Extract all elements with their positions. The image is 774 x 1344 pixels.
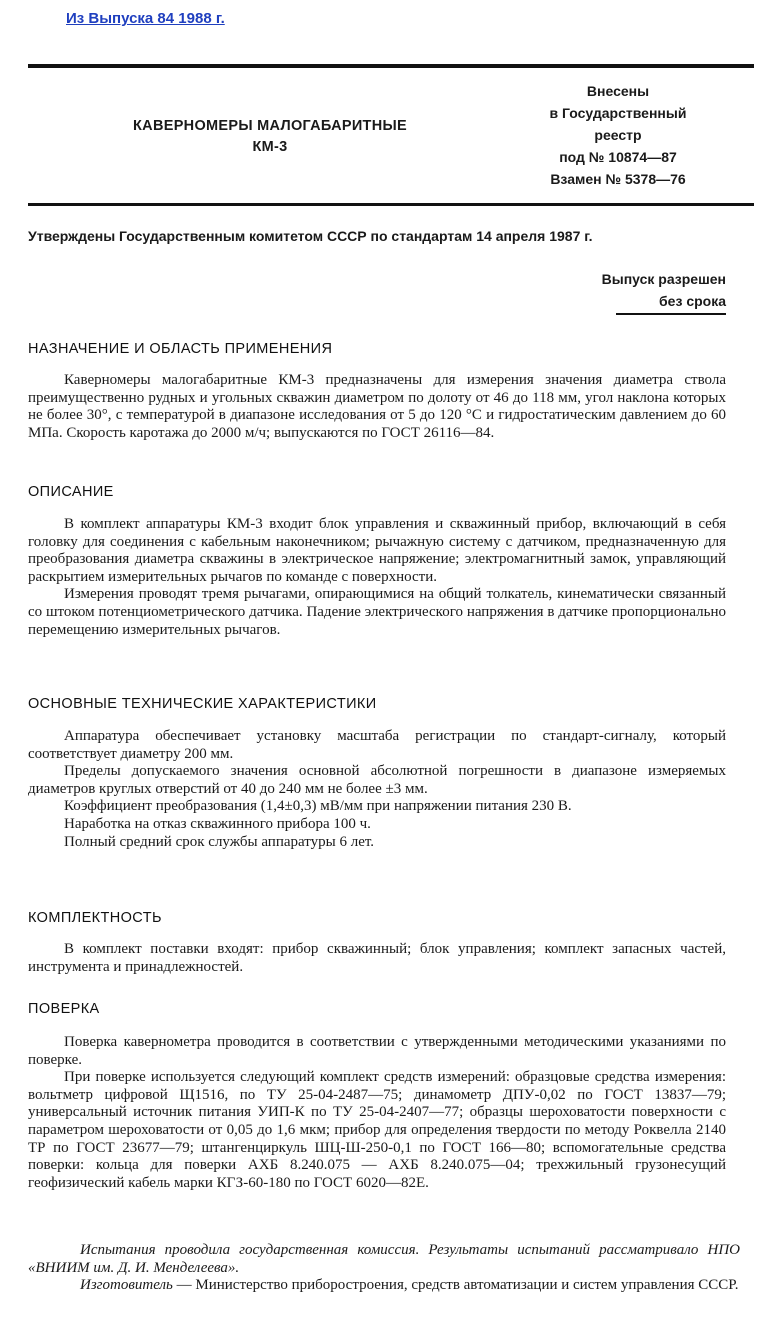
section-heading-purpose: НАЗНАЧЕНИЕ И ОБЛАСТЬ ПРИМЕНЕНИЯ (28, 341, 333, 357)
issue-permission (520, 268, 726, 312)
maker-label: Изготовитель (80, 1277, 173, 1294)
middle-rule (28, 203, 754, 206)
registry-line-2: в Государственный (549, 105, 687, 121)
issue-underline (616, 313, 726, 315)
registry-line-5: Взамен № 5378—76 (550, 171, 686, 187)
specs-paragraph-4: Наработка на отказ скважинного прибора 100 ч. (64, 815, 371, 832)
verification-paragraph-1: Поверка кавернометра проводится в соответствии с утвержденными методическими указаниями по поверке. (28, 1034, 726, 1068)
registry-line-3: реестр (594, 127, 642, 143)
section-heading-verification: ПОВЕРКА (28, 1001, 100, 1017)
specs-paragraph-2: Пределы допускаемого значения основной абсолютной погрешности в диапазоне измеряемых диаметров круглых отверстий от 40 до 240 мм не более ±3 мм. (28, 763, 726, 797)
tests-note: Испытания проводила государственная комиссия. Результаты испытаний рассматривало НПО «ВНИИМ им. Д. И. Менделеева». (28, 1242, 740, 1276)
document-title (100, 116, 440, 158)
source-issue-link[interactable]: Из Выпуска 84 1988 г. (66, 10, 225, 27)
section-specs-body (28, 728, 726, 851)
description-paragraph-1: В комплект аппаратуры КМ-3 входит блок управления и скважинный прибор, включающий в себя головку для соединения с кабельным наконечником; рычажную систему с датчиком, предназначенную для преобразования диаметра скважины в электрическое напряжение; электромагнитный замок, управляющий раскрытием измерительных рычагов по команде с поверхности. (28, 516, 726, 585)
set-paragraph-1: В комплект поставки входят: прибор скважинный; блок управления; комплект запасных частей, инструмента и принадлежностей. (28, 941, 726, 975)
footer-notes (28, 1242, 740, 1295)
description-paragraph-2: Измерения проводят тремя рычагами, опирающимися на общий толкатель, кинематически связанный со штоком потенциометрического датчика. Падение электрического напряжения в датчике пропорционально перемещению измерительных рычагов. (28, 586, 726, 638)
maker-text: — Министерство приборостроения, средств автоматизации и систем управления СССР. (172, 1277, 739, 1294)
section-heading-set: КОМПЛЕКТНОСТЬ (28, 910, 162, 926)
registry-line-1: Внесены (586, 83, 650, 99)
section-purpose-body (28, 372, 726, 442)
maker-note (28, 1277, 740, 1295)
issue-line-1: Выпуск разрешен (601, 271, 726, 287)
issue-line-2: без срока (659, 293, 726, 309)
specs-paragraph-5: Полный средний срок службы аппаратуры 6 лет. (64, 833, 375, 850)
title-line-1: КАВЕРНОМЕРЫ МАЛОГАБАРИТНЫЕ (133, 118, 407, 134)
approval-statement: Утверждены Государственным комитетом СССР по стандартам 14 апреля 1987 г. (28, 228, 593, 244)
verification-paragraph-2: При поверке используется следующий комплект средств измерений: образцовые средства измерения: вольтметр цифровой Щ1516, по ТУ 25-04-2487—75; динамометр ДПУ-0,02 по ГОСТ 13837—79; универсальный источник питания УИП-К по ТУ 25-04-2407—77; образцы шероховатости поверхности с параметром шероховатости от 0,05 до 1,6 мкм; прибор для определения твердости по методу Роквелла 2140 ТР по ГОСТ 23677—79; штангенциркуль ШЦ-Ш-250-0,1 по ГОСТ 166—80; вспомогательные средства поверки: кольца для поверки АХБ 8.240.075 — АХБ 8.240.075—04; трехжильный грузонесущий геофизический кабель марки КГЗ-60-180 по ГОСТ 6020—82Е. (28, 1069, 726, 1191)
section-heading-description: ОПИСАНИЕ (28, 484, 114, 500)
purpose-paragraph-1: Каверномеры малогабаритные КМ-3 предназначены для измерения значения диаметра ствола преимущественно рудных и угольных скважин диаметром по долоту от 46 до 118 мм, угол наклона которых не более 30°, с температурой в диапазоне исследования от 5 до 120 °С и гидростатическим давлением до 60 МПа. Скорость каротажа до 2000 м/ч; выпускаются по ГОСТ 26116—84. (28, 372, 726, 441)
specs-paragraph-1: Аппаратура обеспечивает установку масштаба регистрации по стандарт-сигналу, который соответствует диаметру 200 мм. (28, 728, 726, 762)
registry-line-4: под № 10874—87 (559, 149, 677, 165)
top-rule (28, 64, 754, 68)
specs-paragraph-3: Коэффициент преобразования (1,4±0,3) мВ/мм при напряжении питания 230 В. (64, 798, 572, 815)
section-description-body (28, 516, 726, 639)
title-line-2: КМ-3 (252, 139, 288, 155)
registry-info (520, 80, 716, 190)
section-set-body (28, 941, 726, 976)
section-heading-specs: ОСНОВНЫЕ ТЕХНИЧЕСКИЕ ХАРАКТЕРИСТИКИ (28, 696, 377, 712)
section-verification-body (28, 1034, 726, 1192)
